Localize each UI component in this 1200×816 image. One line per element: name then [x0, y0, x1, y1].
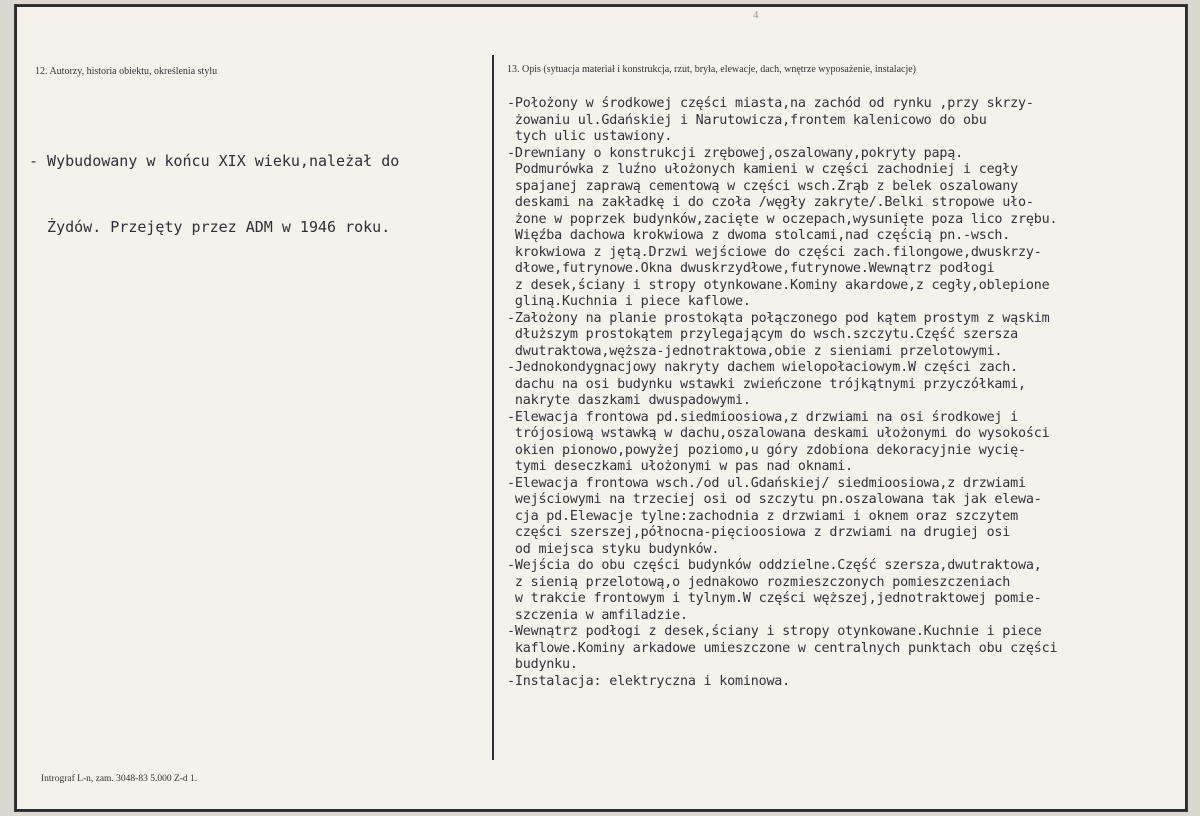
section-12-header: 12. Autorzy, historia obiektu, określenia stylu — [35, 66, 218, 77]
description-line: nakryte daszkami dwuspadowymi. — [507, 393, 751, 408]
history-line: - Wybudowany w końcu XIX wieku,należał do — [29, 152, 400, 170]
description-line: dwutraktowa,węższa-jednotraktowa,obie z sieniami przelotowymi. — [507, 343, 1003, 359]
description-line: -Założony na planie prostokąta połączonego pod kątem prostym z wąskim — [507, 310, 1050, 326]
column-divider — [492, 55, 494, 760]
description-line: krokwiowa z jętą.Drzwi wejściowe do części zach.filongowe,dwuskrzy- — [507, 244, 1042, 260]
description-line: spajanej zaprawą cementową w części wsch.Zrąb z belek oszalowany — [507, 178, 1019, 194]
description-line: -Instalacja: elektryczna i kominowa. — [507, 673, 791, 689]
description-line: -Wejścia do obu części budynków oddzielne.Część szersza,dwutraktowa, — [507, 558, 1042, 573]
description-line: od miejsca styku budynków. — [507, 541, 720, 557]
description-line: cja pd.Elewacje tylne:zachodnia z drzwiami i oknem oraz szczytem — [507, 508, 1019, 524]
history-text — [29, 106, 479, 282]
description-line: wejściowymi na trzeciej osi od szczytu pn.oszalowana tak jak elewa- — [507, 492, 1042, 507]
description-line: z desek,ściany i stropy otynkowane.Kominy akardowe,z cegły,oblepione — [507, 277, 1050, 293]
description-line: trójosiową wstawką w dachu,oszalowana deskami ułożonymi do wysokości — [507, 426, 1050, 441]
description-line: Więźba dachowa krokwiowa z dwoma stolcami,nad częścią pn.-wsch. — [507, 228, 1011, 243]
description-line: budynku. — [507, 657, 578, 672]
description-line: żowaniu ul.Gdańskiej i Narutowicza,frontem kalenicowo do obu — [507, 112, 987, 128]
description-line: dłuższym prostokątem przylegającym do wsch.szczytu.Część szersza — [507, 327, 1019, 342]
printer-footer: Intrograf L-n, zam. 3048-83 5.000 Z-d 1. — [41, 774, 198, 784]
description-line: tymi deseczkami ułożonymi w pas nad oknami. — [507, 459, 853, 474]
description-line: tych ulic ustawiony. — [507, 129, 673, 144]
description-line: części szerszej,północna-pięcioosiowa z drzwiami na drugiej osi — [507, 525, 1011, 540]
description-line: Podmurówka z luźno ułożonych kamieni w części zachodniej i cegły — [507, 162, 1019, 177]
description-line: w trakcie frontowym i tylnym.W części węższej,jednotraktowej pomie- — [507, 591, 1042, 606]
description-line: dłowe,futrynowe.Okna dwuskrzydłowe,futrynowe.Wewnątrz podłogi — [507, 261, 995, 276]
description-line: -Jednokondygnacjowy nakryty dachem wielopołaciowym.W części zach. — [507, 360, 1019, 375]
description-line: z sienią przelotową,o jednakowo rozmieszczonych pomieszczeniach — [507, 574, 1011, 590]
description-line: kaflowe.Kominy arkadowe umieszczone w centralnych punktach obu części — [507, 640, 1058, 656]
description-line: -Wewnątrz podłogi z desek,ściany i stropy otynkowane.Kuchnie i piece — [507, 624, 1042, 639]
pencil-mark: 4 — [753, 9, 759, 21]
description-line: szczenia w amfiladzie. — [507, 607, 688, 623]
description-line: deskami na zakładkę i do czoła /węgły zakryte/.Belki stropowe uło- — [507, 195, 1034, 210]
section-13-header: 13. Opis (sytuacja materiał i konstrukcja, rzut, bryła, elewacje, dach, wnętrze wyposażenie, instalacje) — [507, 64, 916, 75]
description-line: -Elewacja frontowa wsch./od ul.Gdańskiej/ siedmioosiowa,z drzwiami — [507, 475, 1026, 491]
description-text — [507, 96, 1197, 690]
description-line: -Drewniany o konstrukcji zrębowej,oszalowany,pokryty papą. — [507, 145, 963, 161]
description-line: dachu na osi budynku wstawki zwieńczone trójkątnymi przyczółkami, — [507, 376, 1026, 392]
description-line: żone w poprzek budynków,zacięte w oczepach,wysunięte poza lico zrębu. — [507, 211, 1058, 227]
inventory-card — [14, 4, 1188, 812]
history-line: Żydów. Przejęty przez ADM w 1946 roku. — [29, 218, 391, 236]
description-line: -Położony w środkowej części miasta,na zachód od rynku ,przy skrzy- — [507, 96, 1034, 111]
description-line: okien pionowo,powyżej poziomo,u góry zdobiona dekoracyjnie wycię- — [507, 442, 1026, 458]
description-line: -Elewacja frontowa pd.siedmioosiowa,z drzwiami na osi środkowej i — [507, 409, 1019, 425]
description-line: gliną.Kuchnia i piece kaflowe. — [507, 294, 751, 309]
